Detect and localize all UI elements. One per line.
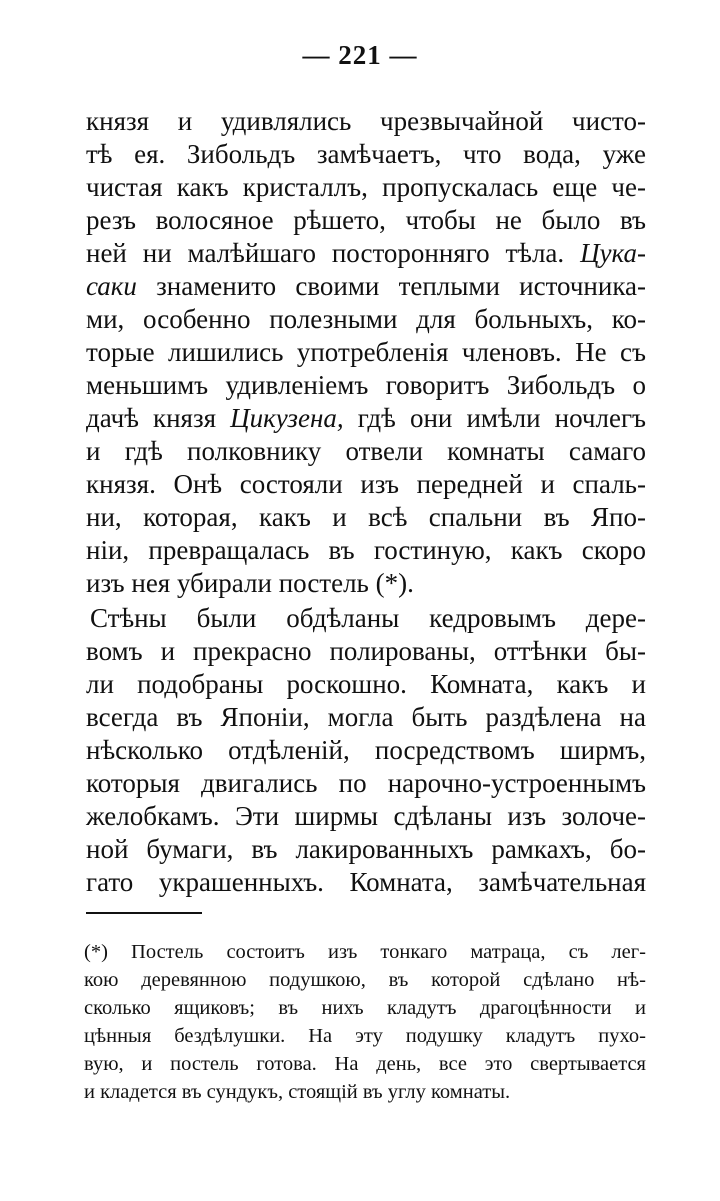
page-number: — 221 — — [302, 40, 418, 70]
text-line: ніи, превращалась въ гостиную, какъ скоро — [86, 535, 646, 565]
text-line: саки знаменито своими теплыми источника- — [86, 271, 646, 301]
text-line: ной бумаги, въ лакированныхъ рамкахъ, бо- — [86, 834, 646, 864]
text-line: изъ нея убирали постель (*). — [86, 568, 414, 598]
text-line: нѣсколько отдѣленій, посредствомъ ширмъ, — [86, 735, 646, 765]
text-line: желобкамъ. Эти ширмы сдѣланы изъ золоче- — [86, 801, 646, 831]
footnote-line: вую, и постель готова. На день, все это свертывается — [84, 1053, 646, 1075]
text-line: князя. Онѣ состояли изъ передней и спаль- — [86, 469, 646, 499]
text-line: ли подобраны роскошно. Комната, какъ и — [86, 669, 646, 699]
text-line: вомъ и прекрасно полированы, оттѣнки бы- — [86, 636, 646, 666]
italic-name: Цикузена, — [230, 403, 344, 433]
text-line: меньшимъ удивленіемъ говоритъ Зибольдъ о — [86, 370, 646, 400]
footnote-line: и кладется въ сундукъ, стоящій въ углу комнаты. — [84, 1081, 511, 1103]
text-line: резъ волосяное рѣшето, чтобы не было въ — [86, 205, 646, 235]
footnote-line: кою деревянною подушкою, въ которой сдѣлано нѣ- — [84, 969, 646, 991]
text-line: ней ни малѣйшаго посторонняго тѣла. Цука- — [86, 238, 646, 268]
footnote-line: сколько ящиковъ; въ нихъ кладутъ драгоцѣнности и — [84, 997, 646, 1019]
text-line: всегда въ Японіи, могла быть раздѣлена на — [86, 702, 646, 732]
text-line: ми, особенно полезными для больныхъ, ко- — [86, 304, 646, 334]
text-line: чистая какъ кристаллъ, пропускалась еще че- — [86, 172, 646, 202]
footnote-rule — [86, 912, 202, 914]
text-line: ни, которая, какъ и всѣ спальни въ Япо- — [86, 502, 646, 532]
text-line: тѣ ея. Зибольдъ замѣчаетъ, что вода, уже — [86, 139, 646, 169]
text-line: Стѣны были обдѣланы кедровымъ дере- — [90, 603, 646, 633]
italic-name: Цука- — [580, 238, 646, 268]
text-line: и гдѣ полковнику отвели комнаты самаго — [86, 436, 646, 466]
italic-name: саки — [86, 271, 137, 301]
text-line: торые лишились употребленія членовъ. Не съ — [86, 337, 646, 367]
footnote-line: цѣнныя бездѣлушки. На эту подушку кладутъ пухо- — [84, 1025, 646, 1047]
text-line: князя и удивлялись чрезвычайной чисто- — [86, 106, 646, 136]
text-line: которыя двигались по нарочно-устроеннымъ — [86, 768, 646, 798]
text-line: гато украшенныхъ. Комната, замѣчательная — [86, 867, 646, 897]
footnote-line: (*) Постель состоитъ изъ тонкаго матраца, съ лег- — [84, 941, 646, 963]
text-line: дачѣ князя Цикузена, гдѣ они имѣли ночлегъ — [86, 403, 646, 433]
